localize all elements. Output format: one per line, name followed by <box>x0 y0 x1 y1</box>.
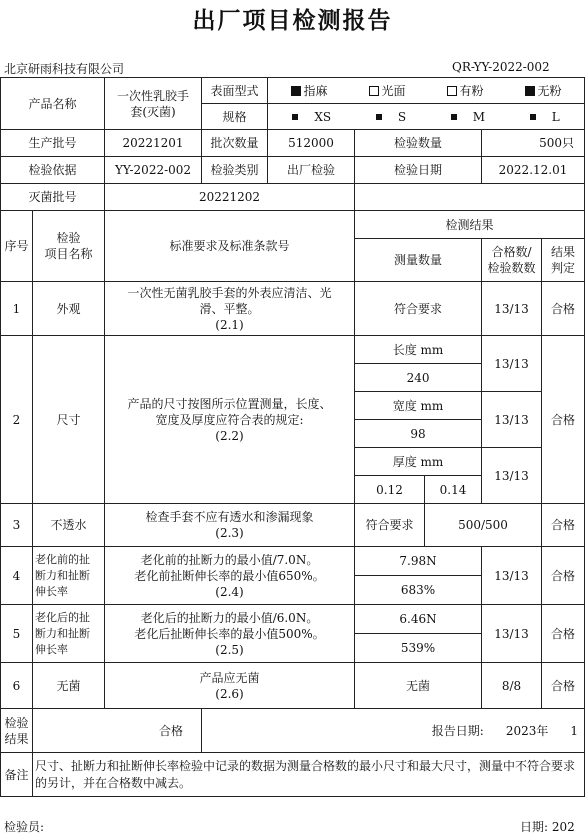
remark-label: 备注 <box>1 753 33 797</box>
thickness-pass: 13/13 <box>482 448 542 504</box>
surface-option[interactable] <box>525 83 562 99</box>
row-seq: 5 <box>1 605 33 663</box>
row-item: 老化后的扯 断力和扯断 伸长率 <box>33 605 105 663</box>
row-judge: 合格 <box>542 547 585 605</box>
row-standard: 老化前的扯断力的最小值/7.0N。 老化前扯断伸长率的最小值650%。 (2.4) <box>105 547 355 605</box>
footer-date: 日期: 202 <box>520 820 575 834</box>
batch-qty-label: 批次数量 <box>202 130 268 157</box>
row-judge: 合格 <box>542 336 585 504</box>
row-item: 不透水 <box>33 504 105 547</box>
row-pass: 500/500 <box>425 504 542 547</box>
size-option[interactable] <box>376 109 406 125</box>
row-pass: 13/13 <box>482 282 542 336</box>
size-label: L <box>551 109 560 124</box>
size-options <box>268 104 585 130</box>
width-value: 98 <box>355 420 482 448</box>
thickness-max: 0.14 <box>425 476 482 504</box>
standard-header: 标准要求及标准条款号 <box>105 211 355 282</box>
row-judge: 合格 <box>542 504 585 547</box>
inspect-qty-value: 500只 <box>482 130 585 157</box>
surface-label: 表面型式 <box>202 78 268 104</box>
table-row <box>1 282 585 336</box>
size-option[interactable] <box>292 109 331 125</box>
remark-text: 尺寸、扯断力和扯断伸长率检验中记录的数据为测量合格数的最小尺寸和最大尺寸，测量中不符合要求的另计，并在合格数中减去。 <box>33 753 585 797</box>
size-label: S <box>397 109 407 124</box>
surface-option-label: 有粉 <box>459 83 484 98</box>
row-seq: 6 <box>1 663 33 709</box>
row-pass: 8/8 <box>482 663 542 709</box>
size-option[interactable] <box>530 109 560 125</box>
report-date-label: 报告日期: <box>431 723 484 738</box>
basis-value: YY-2022-002 <box>105 157 202 184</box>
length-pass: 13/13 <box>482 336 542 392</box>
document-code: QR-YY-2022-002 <box>452 60 550 74</box>
seq-header: 序号 <box>1 211 33 282</box>
surface-option-label: 无粉 <box>537 83 562 98</box>
surface-option-label: 光面 <box>381 83 406 98</box>
table-row <box>1 504 585 547</box>
row-value-1: 6.46N <box>355 605 482 634</box>
inspect-qty-label: 检验数量 <box>355 130 482 157</box>
row-seq: 4 <box>1 547 33 605</box>
row-item: 无菌 <box>33 663 105 709</box>
row-standard: 一次性无菌乳胶手套的外表应清洁、光 滑、平整。 (2.1) <box>105 282 355 336</box>
spec-label: 规格 <box>202 104 268 130</box>
empty-cell <box>355 184 585 211</box>
table-row <box>1 605 585 634</box>
row-measure: 符合要求 <box>355 282 482 336</box>
row-standard: 产品应无菌 (2.6) <box>105 663 355 709</box>
steril-batch-label: 灭菌批号 <box>1 184 105 211</box>
row-item: 外观 <box>33 282 105 336</box>
inspect-type-value: 出厂检验 <box>268 157 355 184</box>
thickness-label: 厚度 mm <box>355 448 482 476</box>
row-judge: 合格 <box>542 663 585 709</box>
surface-option[interactable] <box>291 83 328 99</box>
row-measure: 无菌 <box>355 663 482 709</box>
steril-batch-value: 20221202 <box>105 184 355 211</box>
batch-no-value: 20221201 <box>105 130 202 157</box>
checked-box-icon <box>291 86 301 96</box>
report-title: 出厂项目检测报告 <box>192 8 393 34</box>
size-label: M <box>472 109 486 124</box>
measure-header: 测量数量 <box>355 239 482 282</box>
batch-no-label: 生产批号 <box>1 130 105 157</box>
surface-option[interactable] <box>369 83 406 99</box>
row-standard: 产品的尺寸按图所示位置测量，长度、 宽度及厚度应符合表的规定: (2.2) <box>105 336 355 504</box>
width-label: 宽度 mm <box>355 392 482 420</box>
surface-options <box>268 78 585 104</box>
table-row <box>1 336 585 364</box>
row-seq: 1 <box>1 282 33 336</box>
report-date-tail: 1 <box>570 723 579 738</box>
surface-option-label: 指麻 <box>303 83 328 98</box>
empty-box-icon <box>369 86 379 96</box>
width-pass: 13/13 <box>482 392 542 448</box>
length-label: 长度 mm <box>355 336 482 364</box>
filled-square-icon <box>292 114 298 120</box>
results-header: 检测结果 <box>355 211 585 239</box>
filled-square-icon <box>376 114 382 120</box>
size-label: XS <box>314 109 332 124</box>
row-value-2: 683% <box>355 576 482 605</box>
report-date-year: 2023年 <box>505 723 549 738</box>
conclusion-label: 检验 结果 <box>1 709 33 753</box>
row-measure: 符合要求 <box>355 504 425 547</box>
item-header: 检验 项目名称 <box>33 211 105 282</box>
judge-header: 结果 判定 <box>542 239 585 282</box>
report-date-cell <box>202 709 585 753</box>
basis-label: 检验依据 <box>1 157 105 184</box>
thickness-min: 0.12 <box>355 476 425 504</box>
row-standard: 检查手套不应有透水和渗漏现象 (2.3) <box>105 504 355 547</box>
row-pass: 13/13 <box>482 605 542 663</box>
row-value-2: 539% <box>355 634 482 663</box>
row-seq: 3 <box>1 504 33 547</box>
checked-box-icon <box>525 86 535 96</box>
row-seq: 2 <box>1 336 33 504</box>
row-item: 尺寸 <box>33 336 105 504</box>
product-name-label: 产品名称 <box>1 78 105 130</box>
inspect-date-label: 检验日期 <box>355 157 482 184</box>
inspector-label: 检验员: <box>4 820 45 834</box>
company-name: 北京研雨科技有限公司 <box>4 62 125 76</box>
inspect-date-value: 2022.12.01 <box>482 157 585 184</box>
table-row <box>1 663 585 709</box>
conclusion-value: 合格 <box>33 709 202 753</box>
report-table <box>0 77 585 797</box>
table-row <box>1 547 585 576</box>
row-standard: 老化后的扯断力的最小值/6.0N。 老化后扯断伸长率的最小值500%。 (2.5) <box>105 605 355 663</box>
row-value-1: 7.98N <box>355 547 482 576</box>
surface-option[interactable] <box>447 83 484 99</box>
row-judge: 合格 <box>542 605 585 663</box>
length-value: 240 <box>355 364 482 392</box>
row-judge: 合格 <box>542 282 585 336</box>
empty-box-icon <box>447 86 457 96</box>
pass-header: 合格数/ 检验数数 <box>482 239 542 282</box>
batch-qty-value: 512000 <box>268 130 355 157</box>
inspect-type-label: 检验类别 <box>202 157 268 184</box>
row-pass: 13/13 <box>482 547 542 605</box>
size-option[interactable] <box>451 109 485 125</box>
filled-square-icon <box>451 114 457 120</box>
filled-square-icon <box>530 114 536 120</box>
row-item: 老化前的扯 断力和扯断 伸长率 <box>33 547 105 605</box>
product-name-value: 一次性乳胶手 套(灭菌) <box>105 78 202 130</box>
